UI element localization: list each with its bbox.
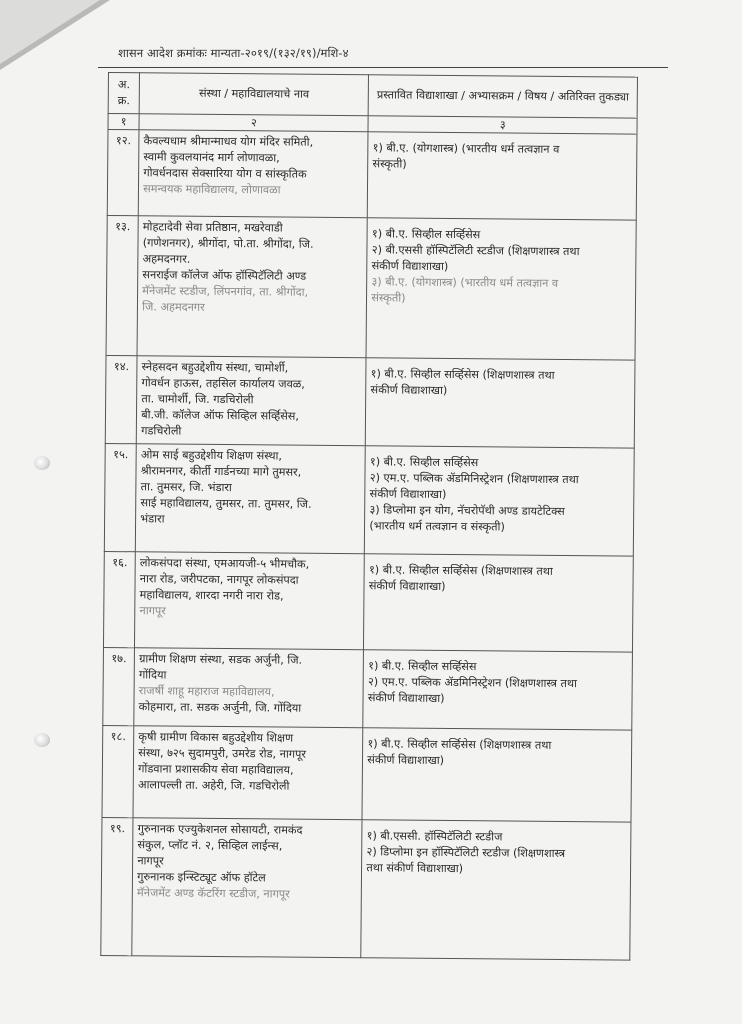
institution-line: श्रीरामनगर, कीर्ती गार्डनच्या मागे तुमसर, <box>140 464 302 479</box>
table-body <box>101 130 637 961</box>
table-row <box>104 443 634 556</box>
institution-line: मॅनेजमेंट अण्ड कॅटरिंग स्टडीज, नागपूर <box>137 886 290 901</box>
institution-line: भंडारा <box>140 512 165 526</box>
institution-line: समन्वयक महाविद्यालय, लोणावळा <box>143 182 281 197</box>
row-institution <box>136 356 366 446</box>
institution-line: नागपूर <box>137 854 164 868</box>
row-institution <box>135 552 365 650</box>
row-sr-no: १८. <box>102 725 134 817</box>
table-row <box>103 647 633 730</box>
institution-line: कोहमारा, ता. सडक अर्जुनी, जि. गोंदिया <box>138 700 302 715</box>
institution-line: अहमदनगर. <box>142 252 191 266</box>
institution-line: मॅनेजमेंट स्टडीज, लिंपनगांव, ता. श्रीगोंदा, <box>142 284 309 299</box>
government-order-number: शासन आदेश क्रमांकः मान्यता-२०१९/(१३२/१९)/मशि-४ <box>118 46 349 60</box>
row-institution <box>138 130 368 218</box>
course-line: १) बी.ए. सिव्हील सर्व्हिसेस <box>368 659 477 674</box>
row-institution <box>137 216 367 358</box>
row-institution <box>134 648 364 728</box>
row-proposed-courses <box>362 728 631 822</box>
row-sr-no: १२. <box>107 130 139 216</box>
institution-line: नारा रोड, जरीपटका, नागपूर लोकसंपदा <box>139 572 299 587</box>
institution-line: बी.जी. कॉलेज ऑफ सिव्हिल सर्व्हिसेस, <box>141 408 299 423</box>
institution-line: कैवल्यधाम श्रीमान्माधव योग मंदिर समिती, <box>143 134 314 149</box>
row-proposed-courses <box>366 218 636 360</box>
institution-line: गोंदिया <box>138 668 167 682</box>
punch-hole-top <box>34 456 50 470</box>
row-sr-no: १९. <box>101 817 133 955</box>
column-number-1: १ <box>108 114 139 130</box>
institution-line: गोंडवाना प्रशासकीय सेवा महाविद्यालय, <box>138 762 294 777</box>
institutions-table <box>100 72 638 961</box>
course-line: १) बी.ए. सिव्हील सर्व्हिसेस <box>371 227 481 242</box>
course-line: संकीर्ण विद्याशाखा) <box>367 691 445 705</box>
institution-line: ता. चामोर्शी, जि. गडचिरोली <box>141 392 254 407</box>
institution-line: स्नेहसदन बहुउद्देशीय संस्था, चामोर्शी, <box>141 360 289 375</box>
institution-line: लोकसंपदा संस्था, एमआयजी-५ भीमचौक, <box>139 556 310 571</box>
header-rule <box>98 67 668 68</box>
institution-line: ओम साई बहुउद्देशीय शिक्षण संस्था, <box>140 448 283 463</box>
row-sr-no: १५. <box>104 443 136 551</box>
institution-line: ग्रामीण शिक्षण संस्था, सडक अर्जुनी, जि. <box>139 652 303 667</box>
course-line: १) बी.ए. सिव्हील सर्व्हिसेस (शिक्षणशास्त्र तथा <box>368 563 553 578</box>
course-line: २) एम.ए. पब्लिक ॲडमिनिस्ट्रेशन (शिक्षणशास्त्र तथा <box>369 471 579 487</box>
table-row <box>101 817 631 960</box>
course-line: ३) डिप्लोमा इन योग, नॅचरोपॅथी अण्ड डायटेटिक्स <box>369 503 565 519</box>
row-institution <box>136 444 366 554</box>
column-number-3: ३ <box>368 116 637 134</box>
institution-line: साई महाविद्यालय, तुमसर, ता. तुमसर, जि. <box>140 496 312 511</box>
row-institution <box>132 818 362 958</box>
table-row <box>103 551 633 652</box>
institution-line: मोहटादेवी सेवा प्रतिष्ठान, मखरेवाडी <box>142 220 283 235</box>
institution-line: नागपूर <box>139 604 166 618</box>
table-row <box>106 215 636 360</box>
institution-line: राजर्षी शाहू महाराज महाविद्यालय, <box>138 684 275 699</box>
course-line: संकीर्ण विद्याशाखा) <box>371 259 449 273</box>
header-proposed-courses: प्रस्तावित विद्याशाखा / अभ्यासक्रम / विषय / अतिरिक्त तुकड्या <box>368 75 637 118</box>
course-line: २) डिप्लोमा इन हॉस्पिटॅलिटी स्टडीज (शिक्षणशास्त्र <box>366 845 566 861</box>
punch-hole-bottom <box>34 733 50 747</box>
institution-line: गोवर्धन हाऊस, तहसिल कार्यालय जवळ, <box>141 376 305 391</box>
institution-line: आलापल्ली ता. अहेरी, जि. गडचिरोली <box>137 778 290 793</box>
course-line: संकीर्ण विद्याशाखा) <box>368 579 446 593</box>
page-corner-fold-edge <box>0 0 100 64</box>
course-line: २) एम.ए. पब्लिक ॲडमिनिस्ट्रेशन (शिक्षणशास्त्र तथा <box>367 675 577 691</box>
header-sr-no: अ. क्र. <box>108 73 140 114</box>
row-proposed-courses <box>365 446 635 556</box>
row-proposed-courses <box>364 554 633 652</box>
course-line: १) बी.ए. सिव्हील सर्व्हिसेस (शिक्षणशास्त्र तथा <box>370 367 555 382</box>
institution-line: गुरुनानक इन्स्टिट्यूट ऑफ हॉटेल <box>137 870 266 885</box>
row-proposed-courses <box>368 132 637 220</box>
row-proposed-courses <box>363 650 632 730</box>
row-sr-no: १६. <box>103 551 135 647</box>
course-line: संस्कृती) <box>371 291 406 305</box>
course-line: संकीर्ण विद्याशाखा) <box>370 383 448 397</box>
table-row <box>105 355 635 448</box>
row-institution <box>133 726 363 820</box>
course-line: १) बी.ए. (योगशास्त्र) (भारतीय धर्म तत्वज्ञान व <box>372 141 560 156</box>
course-line: २) बी.एससी हॉस्पिटॅलिटी स्टडीज (शिक्षणशास्त्र तथा <box>371 243 580 259</box>
course-line: ३) बी.ए. (योगशास्त्र) (भारतीय धर्म तत्वज्ञान व <box>371 275 559 290</box>
institution-line: गुरुनानक एज्युकेशनल सोसायटी, रामकंद <box>137 822 303 837</box>
course-line: १) बी.ए. सिव्हील सर्व्हिसेस (शिक्षणशास्त्र तथा <box>367 737 552 752</box>
institution-line: स्वामी कुवलयानंद मार्ग लोणावळा, <box>143 150 280 165</box>
row-sr-no: १७. <box>103 647 135 725</box>
row-sr-no: १४. <box>105 355 137 443</box>
institution-line: कृषी ग्रामीण विकास बहुउद्देशीय शिक्षण <box>138 730 294 745</box>
course-line: तथा संकीर्ण विद्याशाखा) <box>366 861 464 876</box>
institution-line: ता. तुमसर, जि. भंडारा <box>140 480 232 495</box>
table-row <box>107 130 637 221</box>
course-line: १) बी.ए. सिव्हील सर्व्हिसेस <box>369 455 479 470</box>
header-institution-name: संस्था / महाविद्यालयाचे नाव <box>139 73 368 116</box>
institution-line: (गणेशनगर), श्रीगोंदा, पो.ता. श्रीगोंदा, जि. <box>142 236 314 251</box>
row-proposed-courses <box>361 820 631 960</box>
course-line: संकीर्ण विद्याशाखा) <box>369 487 447 501</box>
table-header-row <box>108 73 637 119</box>
course-line: संकीर्ण विद्याशाखा) <box>367 753 445 767</box>
row-sr-no: १३. <box>106 215 138 355</box>
row-proposed-courses <box>366 358 635 448</box>
column-number-2: २ <box>139 114 368 132</box>
table-header <box>108 73 637 135</box>
course-line: १) बी.एससी. हॉस्पिटॅलिटी स्टडीज <box>366 829 503 844</box>
course-line: (भारतीय धर्म तत्वज्ञान व संस्कृती) <box>369 519 505 534</box>
table-row <box>102 725 632 822</box>
institution-line: सनराईज कॉलेज ऑफ हॉस्पिटॅलिटी अण्ड <box>142 268 307 283</box>
institution-line: गडचिरोली <box>141 424 182 438</box>
institution-line: महाविद्यालय, शारदा नगरी नारा रोड, <box>139 588 284 603</box>
institution-line: संकुल, प्लॉट नं. २, सिव्हिल लाईन्स, <box>137 838 283 853</box>
institution-line: संस्था, ७२५ सुदामपुरी, उमरेड रोड, नागपूर <box>138 746 307 761</box>
course-line: संस्कृती) <box>372 157 407 171</box>
institution-line: गोवर्धनदास सेक्सारिया योग व सांस्कृतिक <box>143 166 307 181</box>
institution-line: जि. अहमदनगर <box>142 300 205 314</box>
